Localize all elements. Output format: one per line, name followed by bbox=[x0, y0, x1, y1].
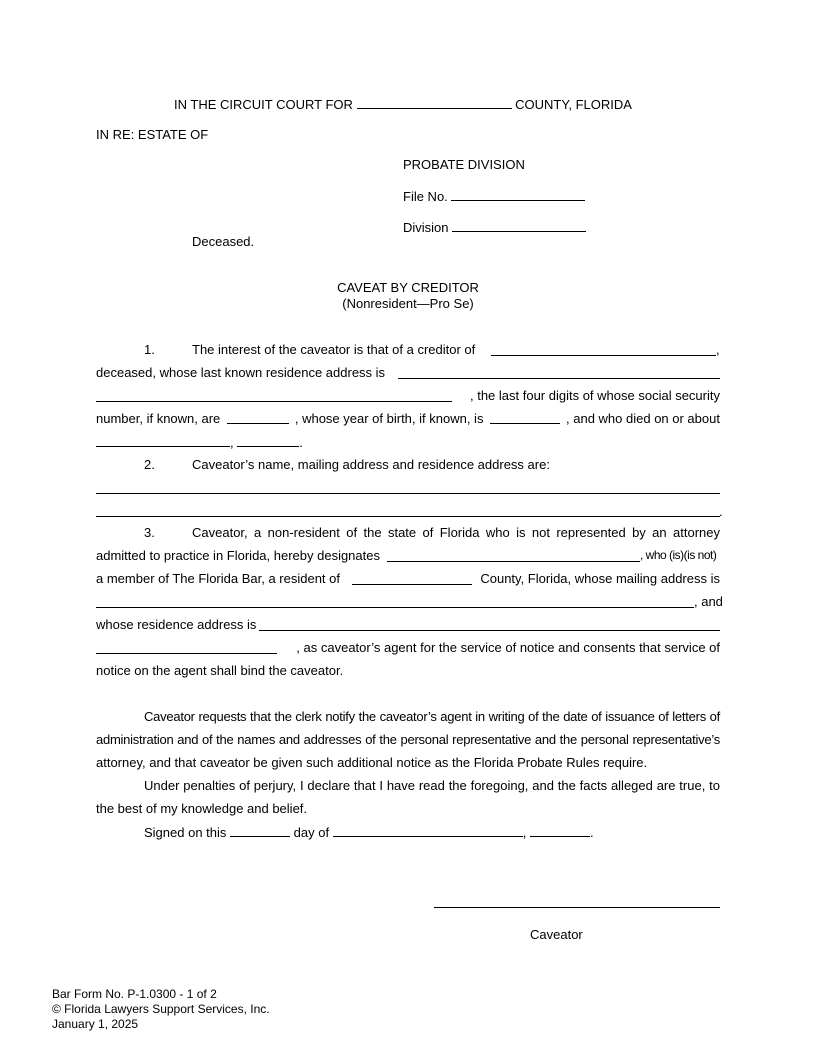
creditor-name-blank bbox=[491, 355, 716, 356]
signed-year-blank bbox=[530, 825, 590, 837]
division-blank bbox=[452, 220, 586, 232]
signed-month-blank bbox=[333, 825, 523, 837]
agent-residence-address-blank bbox=[259, 630, 720, 631]
para2-number: 2. bbox=[144, 457, 155, 472]
footer-form-number: Bar Form No. P-1.0300 - 1 of 2 bbox=[52, 987, 217, 1001]
comma-punct: , bbox=[716, 342, 720, 357]
para1-number: 1. bbox=[144, 342, 155, 357]
birth-year-blank bbox=[490, 412, 560, 424]
in-re-estate: IN RE: ESTATE OF bbox=[96, 127, 209, 142]
agent-county-blank bbox=[352, 584, 472, 585]
para3-line7: notice on the agent shall bind the caveator. bbox=[96, 663, 344, 678]
division-field bbox=[403, 220, 586, 234]
file-number-field bbox=[403, 189, 585, 203]
para3-number: 3. bbox=[144, 525, 155, 540]
residence-address-blank bbox=[398, 378, 720, 379]
para1-line2-text: deceased, whose last known residence address is bbox=[96, 365, 386, 380]
court-prefix: IN THE CIRCUIT COURT FOR bbox=[174, 97, 353, 112]
signed-day-blank bbox=[230, 825, 290, 837]
file-no-blank bbox=[451, 189, 585, 201]
period-punct: . bbox=[719, 504, 723, 519]
document-title: CAVEAT BY CREDITOR bbox=[337, 280, 479, 295]
footer-date: January 1, 2025 bbox=[52, 1017, 139, 1031]
para3-line6-b: , as caveator’s agent for the service of notice and consents that service of bbox=[296, 640, 720, 655]
para3-line4-b: , and bbox=[694, 594, 723, 609]
para3-line2-a: admitted to practice in Florida, hereby designates bbox=[96, 548, 380, 563]
para4-line2: administration and of the names and addresses of the personal representative and the personal representative’s bbox=[96, 732, 720, 747]
agent-mailing-address-blank bbox=[96, 607, 694, 608]
caveator-address-blank-1 bbox=[96, 493, 720, 494]
para1-line1-text: The interest of the caveator is that of a creditor of bbox=[192, 342, 476, 357]
para3-line1: Caveator, a non-resident of the state of Florida who is not represented by an attorney bbox=[192, 525, 720, 540]
para1-line5: , . bbox=[96, 435, 303, 449]
para2-text: Caveator’s name, mailing address and residence address are: bbox=[192, 457, 550, 472]
caveator-signature-label: Caveator bbox=[530, 927, 583, 942]
para5-line1: Under penalties of perjury, I declare that I have read the foregoing, and the facts alleged are true, to bbox=[144, 778, 720, 793]
ssn-label: number, if known, are bbox=[96, 411, 221, 426]
caveator-address-blank-2 bbox=[96, 516, 720, 517]
signed-line: Signed on this day of , . bbox=[144, 825, 594, 840]
footer-copyright: © Florida Lawyers Support Services, Inc. bbox=[52, 1002, 270, 1016]
para3-line3-b: County, Florida, whose mailing address is bbox=[480, 571, 720, 586]
agent-name-blank bbox=[387, 561, 640, 562]
day-of-label: day of bbox=[293, 825, 330, 840]
para3-line2-b: , who (is)(is not) bbox=[640, 548, 717, 562]
para4-line1: Caveator requests that the clerk notify the caveator’s agent in writing of the date of issuance of letters of bbox=[144, 709, 720, 724]
court-caption bbox=[174, 97, 632, 111]
division-label: Division bbox=[403, 220, 449, 235]
birth-year-label: , whose year of birth, if known, is bbox=[294, 411, 484, 426]
agent-residence-address-blank-2 bbox=[96, 653, 277, 654]
file-no-label: File No. bbox=[403, 189, 448, 204]
signed-on-label: Signed on this bbox=[144, 825, 227, 840]
para1-line4 bbox=[96, 412, 720, 425]
para1-line3-text: , the last four digits of whose social security bbox=[469, 388, 720, 403]
para3-line5-a: whose residence address is bbox=[96, 617, 257, 632]
death-date-blank bbox=[96, 435, 230, 447]
deceased-label: Deceased. bbox=[192, 234, 255, 249]
died-on-label: , and who died on or about bbox=[566, 411, 720, 426]
death-year-blank bbox=[237, 435, 299, 447]
ssn-blank bbox=[227, 412, 289, 424]
para5-line2: the best of my knowledge and belief. bbox=[96, 801, 308, 816]
para4-line3: attorney, and that caveator be given such additional notice as the Florida Probate Rules require. bbox=[96, 755, 648, 770]
residence-address-blank-2 bbox=[96, 401, 452, 402]
county-blank bbox=[357, 97, 512, 109]
court-suffix: COUNTY, FLORIDA bbox=[515, 97, 632, 112]
document-subtitle: (Nonresident—Pro Se) bbox=[342, 296, 474, 311]
signature-line bbox=[434, 907, 720, 908]
probate-division-heading: PROBATE DIVISION bbox=[403, 157, 525, 172]
para3-line3-a: a member of The Florida Bar, a resident of bbox=[96, 571, 340, 586]
